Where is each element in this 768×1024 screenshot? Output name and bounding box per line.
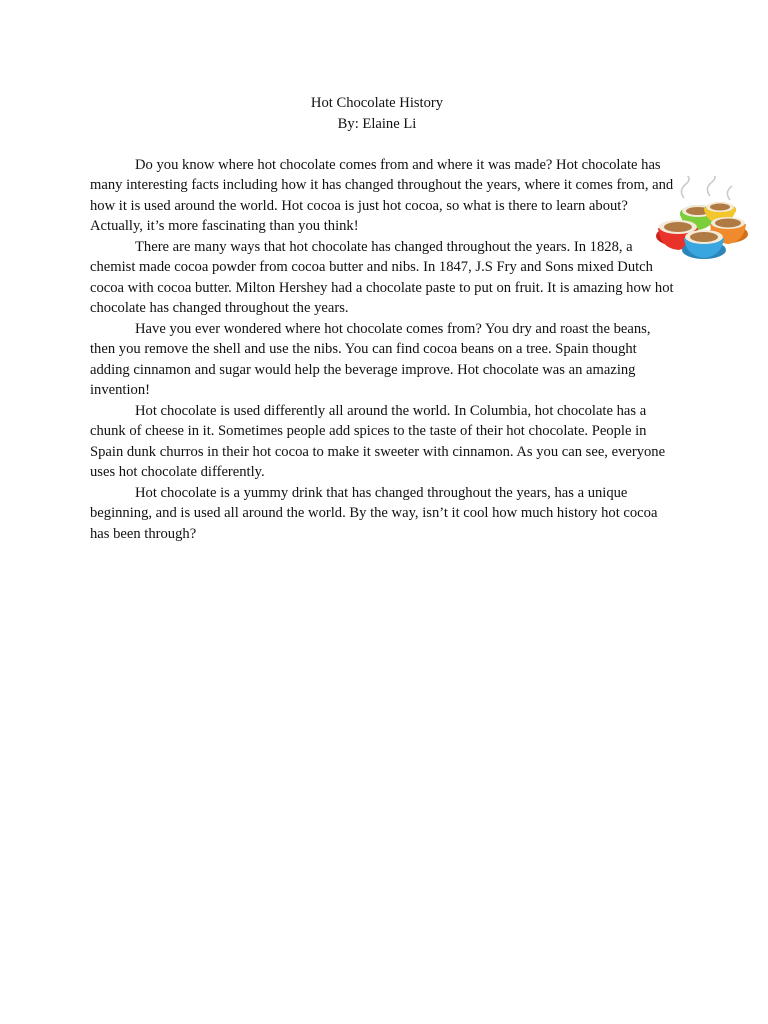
paragraph-intro: Do you know where hot chocolate comes from and where it was made? Hot chocolate has many interesting facts including how it has changed throughout the years, where it comes from, and how it is used around the world. Hot cocoa is just hot cocoa, so what is there to learn about? bbox=[90, 156, 674, 214]
document-title: Hot Chocolate History bbox=[310, 95, 444, 111]
title-block bbox=[76, 93, 678, 134]
document-author: By: Elaine Li bbox=[337, 115, 417, 132]
paragraph-changes: There are many ways that hot chocolate has changed throughout the years. In 1828, a chemist made cocoa powder from cocoa butter and nibs. In 1847, J.S Fry and Sons mixed Dutch cocoa with cocoa butter. Milton Hershey had a chocolate paste to put on fruit. It is amazing how hot chocolate has changed throughout the years. bbox=[90, 238, 674, 316]
paragraph-world: Hot chocolate is used differently all around the world. In Columbia, hot chocolate has a chunk of cheese in it. Sometimes people add spices to the taste of their hot chocolate. People in Spain dunk churros in their hot cocoa to make it sweeter with cinnamon. As you can see, everyone uses hot chocolate differently. bbox=[90, 402, 666, 480]
blank-line bbox=[90, 134, 678, 155]
document-page bbox=[90, 93, 678, 544]
paragraph-origin: Have you ever wondered where hot chocolate comes from? You dry and roast the beans, then you remove the shell and use the nibs. You can find cocoa beans on a tree. Spain thought adding cinnamon and sugar would help the beverage improve. Hot chocolate was an amazing invention! bbox=[90, 320, 651, 398]
paragraph-hook: Actually, it’s more fascinating than you think! bbox=[90, 218, 359, 234]
hot-cocoa-cups-icon bbox=[654, 176, 750, 260]
paragraph-conclusion: Hot chocolate is a yummy drink that has changed throughout the years, has a unique beginning, and is used all around the world. By the way, isn’t it cool how much history hot cocoa has been through? bbox=[90, 484, 658, 542]
